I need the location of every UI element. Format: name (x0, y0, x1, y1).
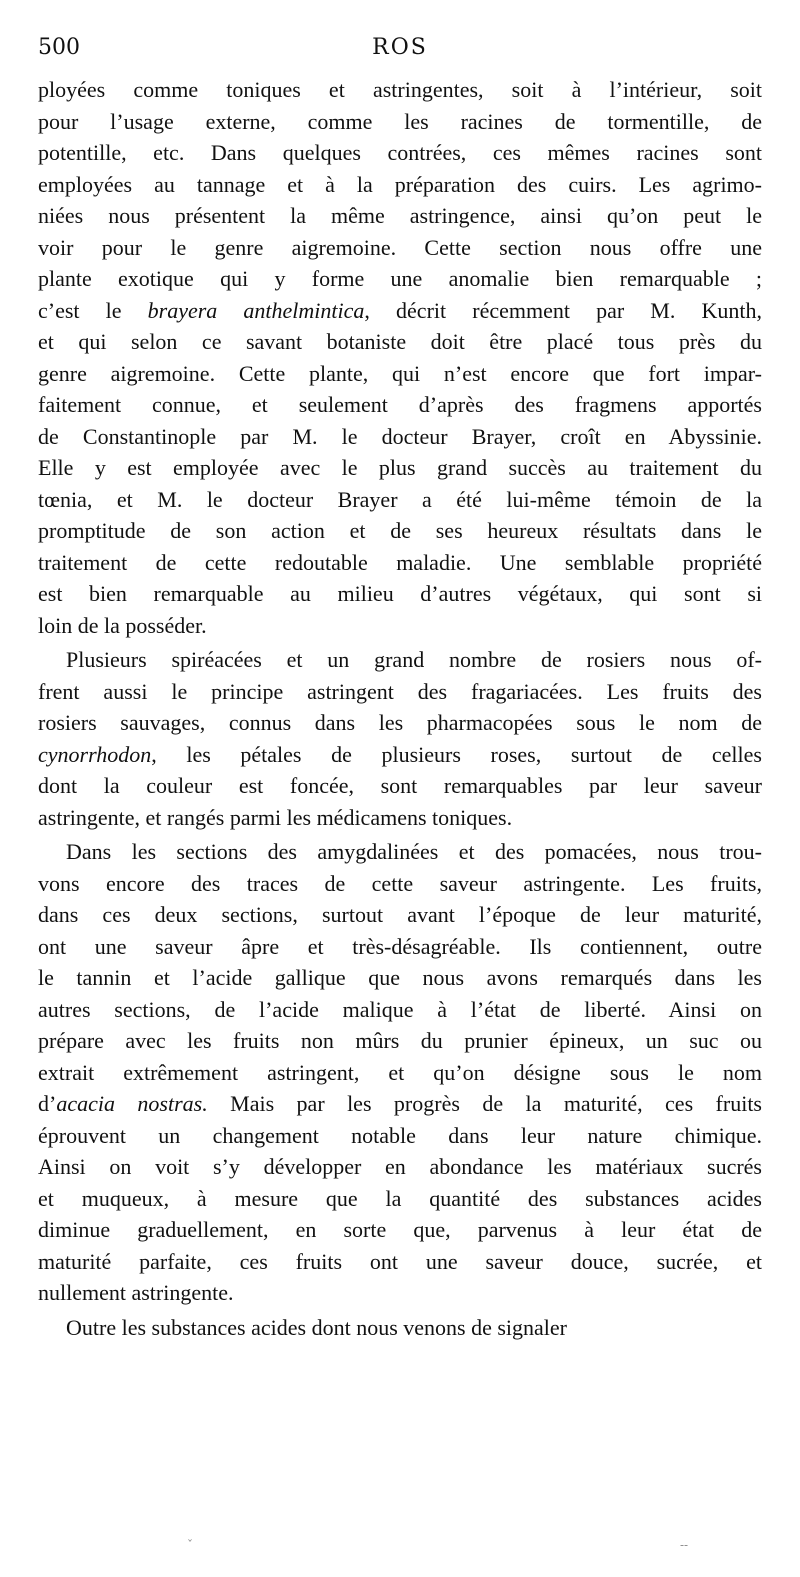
text-segment: astringente, et rangés parmi les médicamens toniques. (38, 804, 513, 830)
text-line (38, 547, 762, 579)
text-segment: traitement de cette redoutable maladie. Une semblable propriété (38, 549, 762, 575)
text-line (38, 326, 762, 358)
text-segment: employées au tannage et à la préparation des cuirs. Les agrimo- (38, 171, 762, 197)
text-segment: voir pour le genre aigremoine. Cette section nous offre une (38, 234, 762, 260)
text-segment: ont une saveur âpre et très-désagréable. Ils contiennent, outre (38, 933, 762, 959)
text-segment: éprouvent un changement notable dans leur nature chimique. (38, 1122, 762, 1148)
page-header (38, 32, 762, 64)
text-segment: dont la couleur est foncée, sont remarquables par leur saveur (38, 773, 762, 798)
text-segment: Dans les sections des amygdalinées et des pomacées, nous trou- (66, 839, 762, 864)
text-line (38, 1214, 762, 1246)
text-line (38, 868, 762, 900)
text-segment: Outre les substances acides dont nous venons de signaler (66, 1314, 567, 1340)
text-line (38, 1246, 762, 1278)
text-segment: c’est le (38, 297, 148, 323)
text-segment: Ainsi on voit s’y développer en abondance les matériaux sucrés (38, 1154, 762, 1179)
text-segment: autres sections, de l’acide malique à l’état de liberté. Ainsi on (38, 996, 762, 1022)
text-segment: genre aigremoine. Cette plante, qui n’est encore que fort impar- (38, 360, 762, 386)
text-segment: vons encore des traces de cette saveur astringente. Les fruits, (38, 870, 762, 896)
paragraph (38, 644, 762, 833)
text-segment: d’ (38, 1091, 57, 1116)
text-line (38, 452, 762, 484)
text-line (38, 836, 762, 868)
text-segment: niées nous présentent la même astringence, ainsi qu’on peut le (38, 203, 762, 228)
text-line (38, 707, 762, 739)
text-line (38, 899, 762, 931)
text-segment: et muqueux, à mesure que la quantité des substances acides (38, 1185, 762, 1211)
text-line (38, 1183, 762, 1215)
text-segment: frent aussi le principe astringent des fragariacées. Les fruits des (38, 678, 762, 704)
italic-text: acacia nostras. (56, 1091, 208, 1116)
text-line (38, 169, 762, 201)
text-segment: pour l’usage externe, comme les racines de tormentille, de (38, 108, 762, 134)
text-line (38, 644, 762, 676)
text-segment: nullement astringente. (38, 1280, 234, 1305)
text-line (38, 962, 762, 994)
page-number: 500 (38, 35, 80, 60)
text-line (38, 1057, 762, 1089)
text-line (38, 137, 762, 169)
text-line (38, 421, 762, 453)
text-line (38, 263, 762, 295)
text-segment: Mais par les progrès de la maturité, ces fruits (207, 1091, 762, 1116)
text-segment: faitement connue, et seulement d’après des fragmens apportés (38, 392, 762, 417)
text-segment: potentille, etc. Dans quelques contrées, ces mêmes racines sont (38, 140, 762, 165)
page-speck: ‐‐ (680, 1538, 689, 1552)
page-speck: ˇ (187, 1538, 193, 1552)
paragraph (38, 836, 762, 1309)
text-line (38, 610, 762, 642)
text-line (38, 739, 762, 771)
text-line (38, 295, 762, 327)
running-head: ROS (372, 35, 428, 60)
text-segment: rosiers sauvages, connus dans les pharmacopées sous le nom de (38, 710, 762, 735)
text-line (38, 994, 762, 1026)
text-line (38, 1312, 762, 1344)
text-segment: tœnia, et M. le docteur Brayer a été lui-même témoin de la (38, 486, 762, 512)
text-line (38, 1120, 762, 1152)
text-segment: de Constantinople par M. le docteur Brayer, croît en Abyssinie. (38, 423, 762, 449)
text-segment: le tannin et l’acide gallique que nous avons remarqués dans les (38, 965, 762, 990)
paragraph (38, 1312, 762, 1344)
text-line (38, 1151, 762, 1183)
text-segment: , les pétales de plusieurs roses, surtout de celles (151, 741, 762, 767)
text-line (38, 578, 762, 610)
text-segment: prépare avec les fruits non mûrs du prunier épineux, un suc ou (38, 1028, 762, 1053)
text-line (38, 484, 762, 516)
paragraph (38, 74, 762, 641)
text-line (38, 931, 762, 963)
text-line (38, 389, 762, 421)
text-line (38, 802, 762, 834)
text-segment: diminue graduellement, en sorte que, parvenus à leur état de (38, 1217, 762, 1242)
text-segment: et qui selon ce savant botaniste doit être placé tous près du (38, 329, 762, 354)
text-segment: dans ces deux sections, surtout avant l’époque de leur maturité, (38, 902, 762, 927)
text-line (38, 770, 762, 802)
text-line (38, 1025, 762, 1057)
text-line (38, 74, 762, 106)
body-text (38, 74, 762, 1346)
text-segment: promptitude de son action et de ses heureux résultats dans le (38, 518, 762, 543)
text-segment: Plusieurs spiréacées et un grand nombre de rosiers nous of- (66, 647, 762, 672)
text-line (38, 106, 762, 138)
italic-text: cynorrhodon (38, 741, 152, 767)
italic-text: brayera anthelmintica (147, 297, 365, 323)
text-line (38, 515, 762, 547)
text-line (38, 358, 762, 390)
text-segment: loin de la posséder. (38, 612, 207, 638)
text-segment: , décrit récemment par M. Kunth, (364, 297, 762, 323)
text-segment: plante exotique qui y forme une anomalie bien remarquable ; (38, 266, 762, 291)
text-segment: Elle y est employée avec le plus grand succès au traitement du (38, 455, 762, 480)
text-segment: est bien remarquable au milieu d’autres végétaux, qui sont si (38, 581, 762, 606)
text-line (38, 1277, 762, 1309)
text-segment: maturité parfaite, ces fruits ont une saveur douce, sucrée, et (38, 1248, 762, 1274)
text-line (38, 1088, 762, 1120)
text-line (38, 200, 762, 232)
text-segment: extrait extrêmement astringent, et qu’on désigne sous le nom (38, 1059, 762, 1085)
text-line (38, 676, 762, 708)
text-segment: ployées comme toniques et astringentes, soit à l’intérieur, soit (38, 77, 762, 102)
text-line (38, 232, 762, 264)
